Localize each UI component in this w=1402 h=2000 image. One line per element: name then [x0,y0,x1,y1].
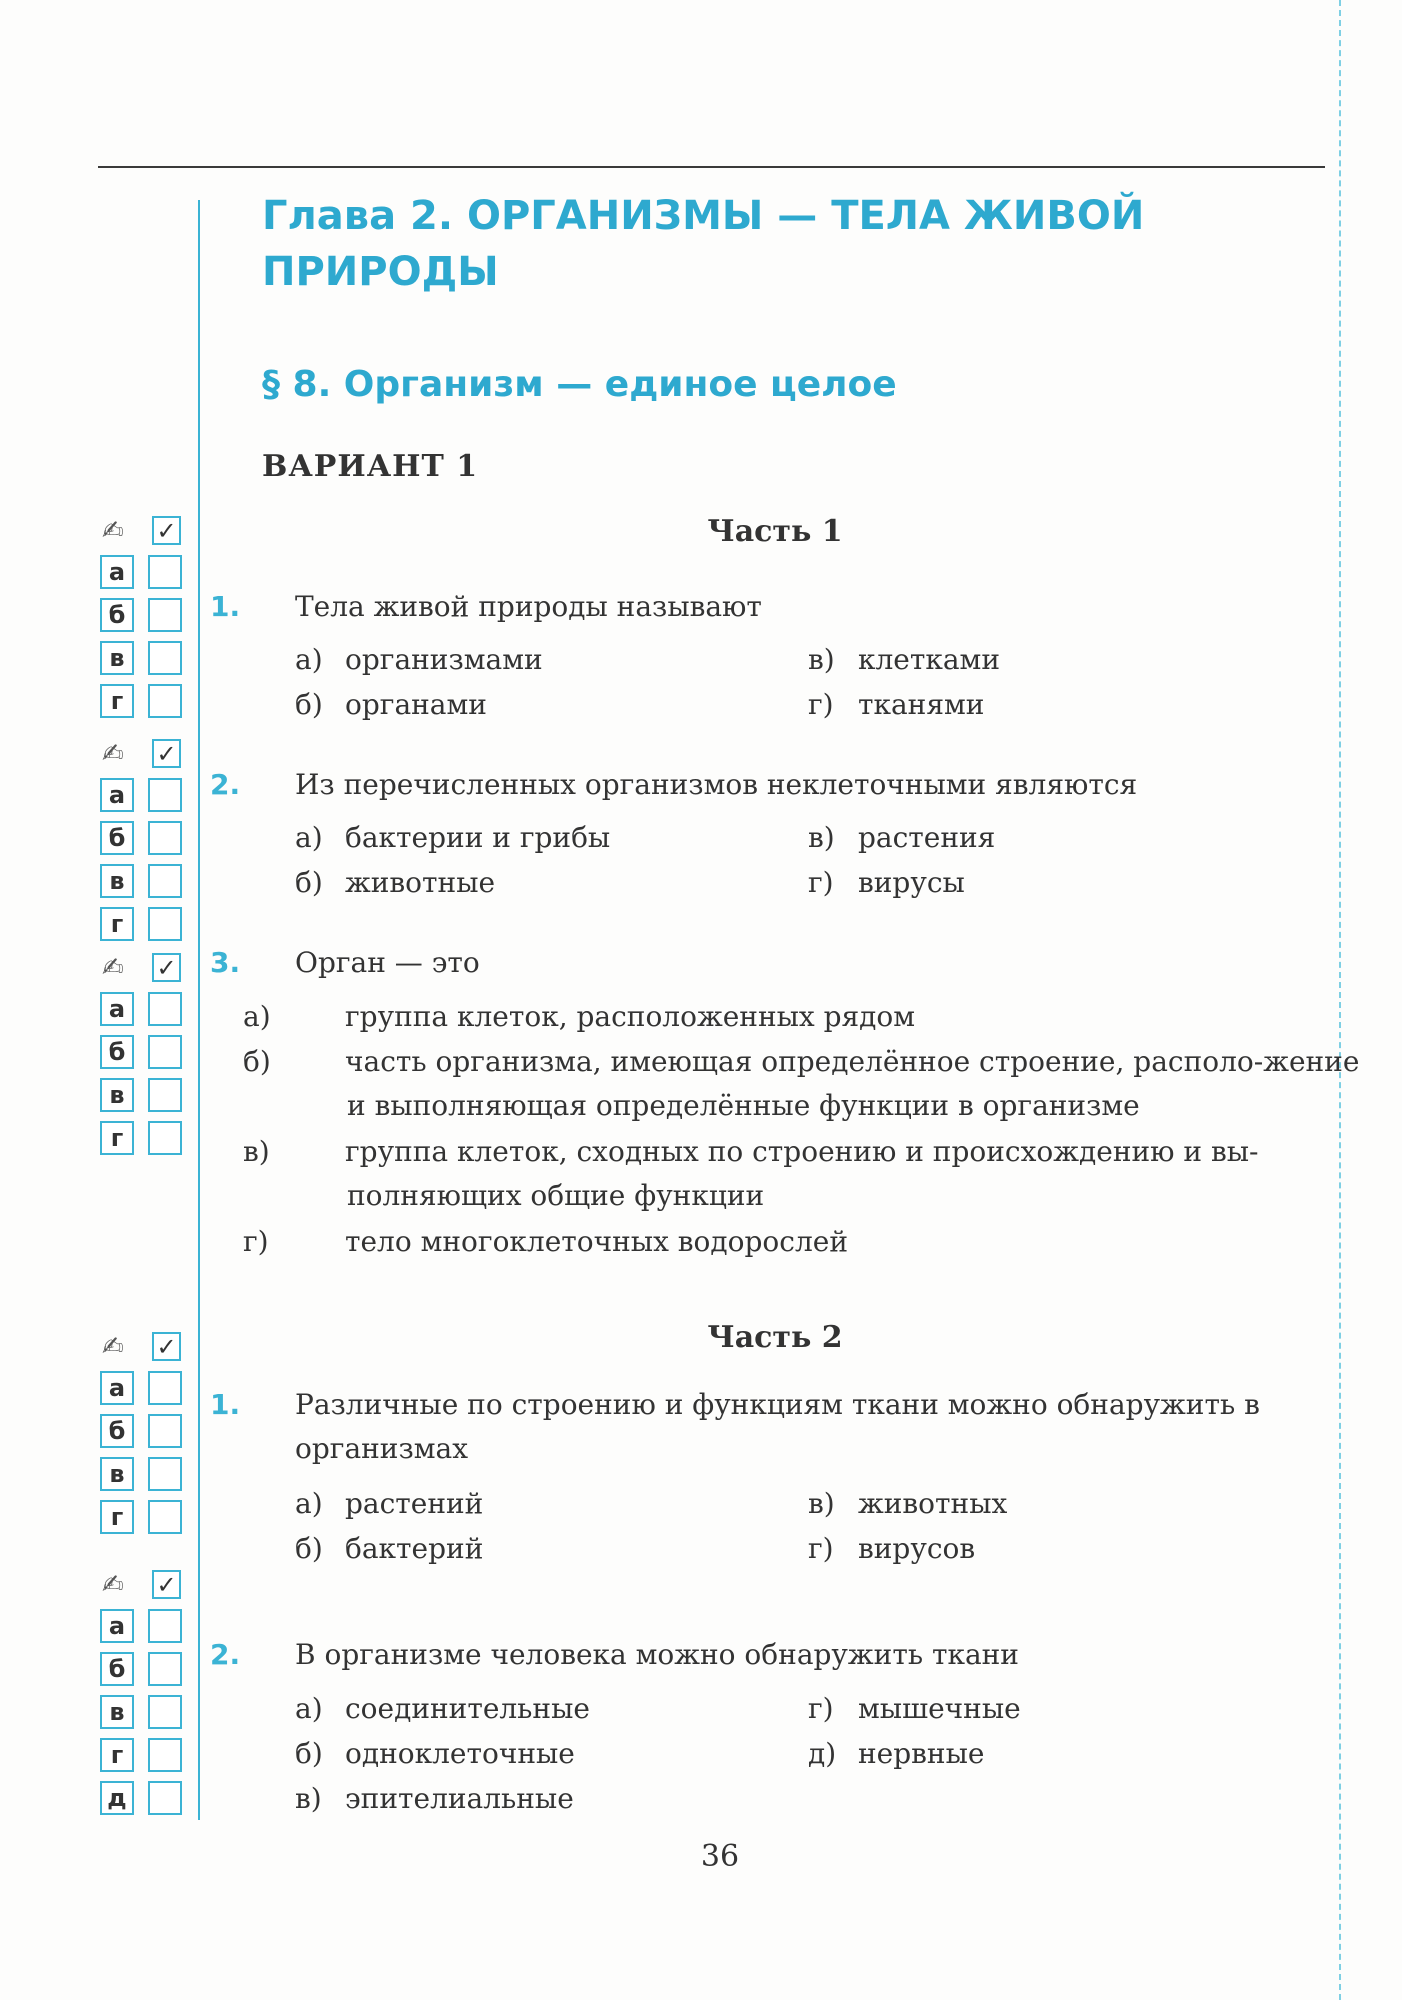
answer-checkbox[interactable] [148,1738,182,1772]
answer-row [100,1073,190,1116]
answer-row [100,1452,190,1495]
option-v: в) эпителиальные [295,1782,574,1815]
option-v: в) животных [808,1487,1008,1520]
option-g: г) тканями [808,688,985,721]
answer-header [100,1330,190,1366]
answer-letter: в [100,1078,134,1112]
question-number: 1. [210,590,241,623]
question-text: Различные по строению и функциям ткани можно обнаружить в организмах [295,1388,1260,1465]
answer-header [100,951,190,987]
option-b: б) бактерий [295,1532,484,1565]
option-g: г) вирусы [808,866,965,899]
variant-label: ВАРИАНТ 1 [262,449,479,484]
question-number: 1. [210,1388,241,1421]
option-a: а) организмами [295,643,543,676]
answer-letter: а [100,992,134,1026]
question-text: Орган — это [295,946,480,979]
answer-checkbox[interactable] [148,992,182,1026]
option-a: а) бактерии и грибы [295,821,611,854]
option-d: д) нервные [808,1737,985,1770]
checkmark-icon[interactable]: ✓ [152,953,181,982]
answer-checkbox[interactable] [148,1652,182,1686]
answer-row [100,1409,190,1452]
answer-row [100,1647,190,1690]
pencil-icon: ✍ [102,1332,124,1362]
answer-letter: а [100,778,134,812]
answer-row [100,987,190,1030]
answer-row [100,1604,190,1647]
answer-block-p1-q1 [100,514,190,722]
answer-letter: г [100,684,134,718]
question-text: В организме человека можно обнаружить ткани [295,1638,1019,1671]
answer-row [100,859,190,902]
answer-checkbox[interactable] [148,1078,182,1112]
answer-checkbox[interactable] [148,1121,182,1155]
question-number: 2. [210,768,241,801]
answer-letter: а [100,555,134,589]
answer-checkbox[interactable] [148,778,182,812]
margin-rule [198,200,200,1820]
answer-row [100,816,190,859]
answer-letter: б [100,821,134,855]
answer-block-p2-q1 [100,1330,190,1538]
answer-letter: а [100,1609,134,1643]
answer-row [100,593,190,636]
answer-checkbox[interactable] [148,1500,182,1534]
answer-block-p1-q3 [100,951,190,1159]
answer-row [100,636,190,679]
question-number: 3. [210,946,241,979]
answer-block-p2-q2 [100,1568,190,1819]
answer-checkbox[interactable] [148,555,182,589]
answer-letter: в [100,864,134,898]
option-a: а) группа клеток, расположенных рядом [243,1000,916,1033]
option-g: г) вирусов [808,1532,976,1565]
checkmark-icon[interactable]: ✓ [152,1332,181,1361]
question-number: 2. [210,1638,241,1671]
answer-header [100,737,190,773]
answer-checkbox[interactable] [148,1457,182,1491]
answer-letter: г [100,907,134,941]
answer-checkbox[interactable] [148,1781,182,1815]
checkmark-icon[interactable]: ✓ [152,1570,181,1599]
answer-checkbox[interactable] [148,907,182,941]
option-b: б) часть организма, имеющая определённое строение, располо-жение и выполняющая определённые функции в организме [243,1045,1360,1122]
pencil-icon: ✍ [102,953,124,983]
pencil-icon: ✍ [102,516,124,546]
option-g: г) мышечные [808,1692,1021,1725]
checkmark-icon[interactable]: ✓ [152,516,181,545]
pencil-icon: ✍ [102,1570,124,1600]
answer-checkbox[interactable] [148,1035,182,1069]
answer-letter: б [100,1652,134,1686]
question-text: Тела живой природы называют [295,590,762,623]
answer-letter: в [100,1695,134,1729]
answer-row [100,1690,190,1733]
answer-row [100,1776,190,1819]
answer-checkbox[interactable] [148,1371,182,1405]
answer-row [100,679,190,722]
answer-letter: в [100,1457,134,1491]
header-rule [98,166,1325,168]
option-a: а) соединительные [295,1692,590,1725]
option-b: б) животные [295,866,496,899]
answer-letter: б [100,1414,134,1448]
answer-row [100,550,190,593]
answer-block-p1-q2 [100,737,190,945]
answer-row [100,1495,190,1538]
answer-row [100,1366,190,1409]
answer-letter: б [100,598,134,632]
option-v: в) группа клеток, сходных по строению и происхождению и вы-полняющих общие функции [243,1135,1259,1212]
part1-title: Часть 1 [707,514,843,549]
option-a: а) растений [295,1487,484,1520]
answer-letter: г [100,1500,134,1534]
answer-checkbox[interactable] [148,1414,182,1448]
answer-row [100,902,190,945]
checkmark-icon[interactable]: ✓ [152,739,181,768]
question-text: Из перечисленных организмов неклеточными являются [295,768,1138,801]
answer-checkbox[interactable] [148,684,182,718]
answer-row [100,1116,190,1159]
answer-checkbox[interactable] [148,641,182,675]
option-b: б) одноклеточные [295,1737,575,1770]
answer-header [100,1568,190,1604]
answer-checkbox[interactable] [148,821,182,855]
section-title: § 8. Организм — единое целое [262,364,897,405]
answer-letter: в [100,641,134,675]
answer-row [100,1733,190,1776]
option-b: б) органами [295,688,487,721]
answer-checkbox[interactable] [148,1609,182,1643]
answer-letter: б [100,1035,134,1069]
pencil-icon: ✍ [102,739,124,769]
answer-letter: а [100,1371,134,1405]
answer-letter: г [100,1738,134,1772]
answer-letter: г [100,1121,134,1155]
answer-checkbox[interactable] [148,598,182,632]
part2-title: Часть 2 [707,1320,843,1355]
option-v: в) клетками [808,643,1000,676]
answer-row [100,773,190,816]
answer-row [100,1030,190,1073]
option-v: в) растения [808,821,996,854]
chapter-title: Глава 2. ОРГАНИЗМЫ — ТЕЛА ЖИВОЙ ПРИРОДЫ [262,193,1145,295]
answer-header [100,514,190,550]
answer-letter: д [100,1781,134,1815]
answer-checkbox[interactable] [148,1695,182,1729]
answer-checkbox[interactable] [148,864,182,898]
option-g: г) тело многоклеточных водорослей [243,1225,848,1258]
page-number: 36 [700,1839,740,1874]
